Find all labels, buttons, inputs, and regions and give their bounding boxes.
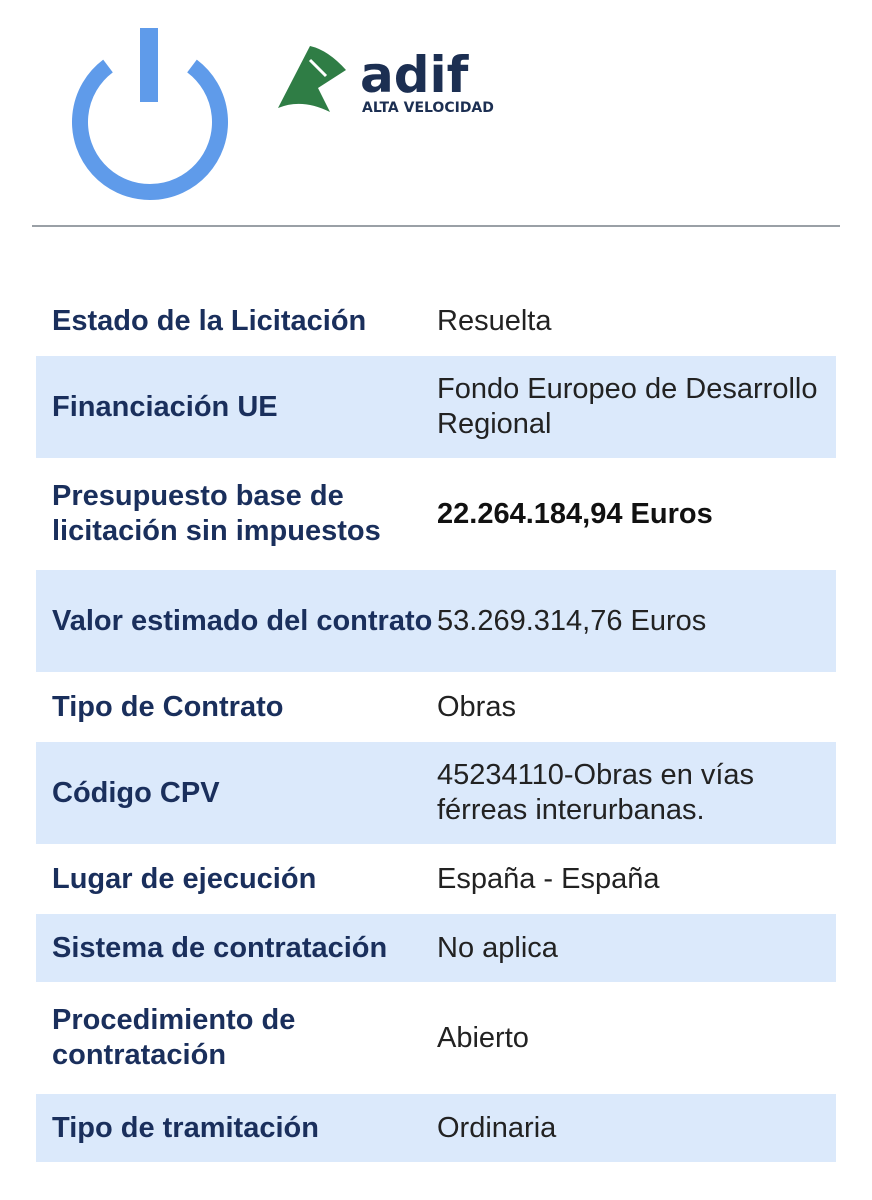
details-value: España - España <box>437 862 660 895</box>
details-value: Abierto <box>437 1021 529 1054</box>
details-row-estado <box>36 286 836 356</box>
details-value: 53.269.314,76 Euros <box>437 604 707 637</box>
details-value: Fondo Europeo de Desarrollo Regional <box>437 373 818 440</box>
details-row-procedimiento <box>36 982 836 1094</box>
header <box>0 0 872 226</box>
details-row-financiacion <box>36 356 836 458</box>
power-icon[interactable] <box>64 24 236 202</box>
details-row-tipo-contrato <box>36 672 836 742</box>
details-row-valor <box>36 570 836 672</box>
details-label: Estado de la Licitación <box>52 304 367 337</box>
details-label: Presupuesto base de licitación sin impuestos <box>52 480 381 547</box>
adif-logo-name: adif <box>360 46 469 104</box>
header-divider <box>32 225 840 227</box>
adif-logo-tagline: ALTA VELOCIDAD <box>362 100 494 116</box>
details-label: Sistema de contratación <box>52 931 388 964</box>
details-value: 22.264.184,94 Euros <box>437 497 713 530</box>
details-label: Lugar de ejecución <box>52 862 317 895</box>
adif-logo <box>276 40 520 120</box>
details-label: Procedimiento de contratación <box>52 1004 296 1071</box>
details-table <box>36 286 836 1162</box>
details-row-lugar <box>36 844 836 914</box>
details-row-sistema <box>36 914 836 982</box>
details-value: Obras <box>437 690 516 723</box>
details-value: Ordinaria <box>437 1111 557 1144</box>
details-row-cpv <box>36 742 836 844</box>
details-value: No aplica <box>437 931 558 964</box>
details-label: Tipo de tramitación <box>52 1111 319 1144</box>
details-label: Código CPV <box>52 776 220 809</box>
details-label: Tipo de Contrato <box>52 690 284 723</box>
details-value: 45234110-Obras en vías férreas interurbanas. <box>437 759 755 826</box>
details-row-tramitacion <box>36 1094 836 1162</box>
details-value: Resuelta <box>437 304 552 337</box>
details-label: Financiación UE <box>52 390 278 423</box>
details-row-presupuesto <box>36 458 836 570</box>
details-label: Valor estimado del contrato <box>52 604 433 637</box>
